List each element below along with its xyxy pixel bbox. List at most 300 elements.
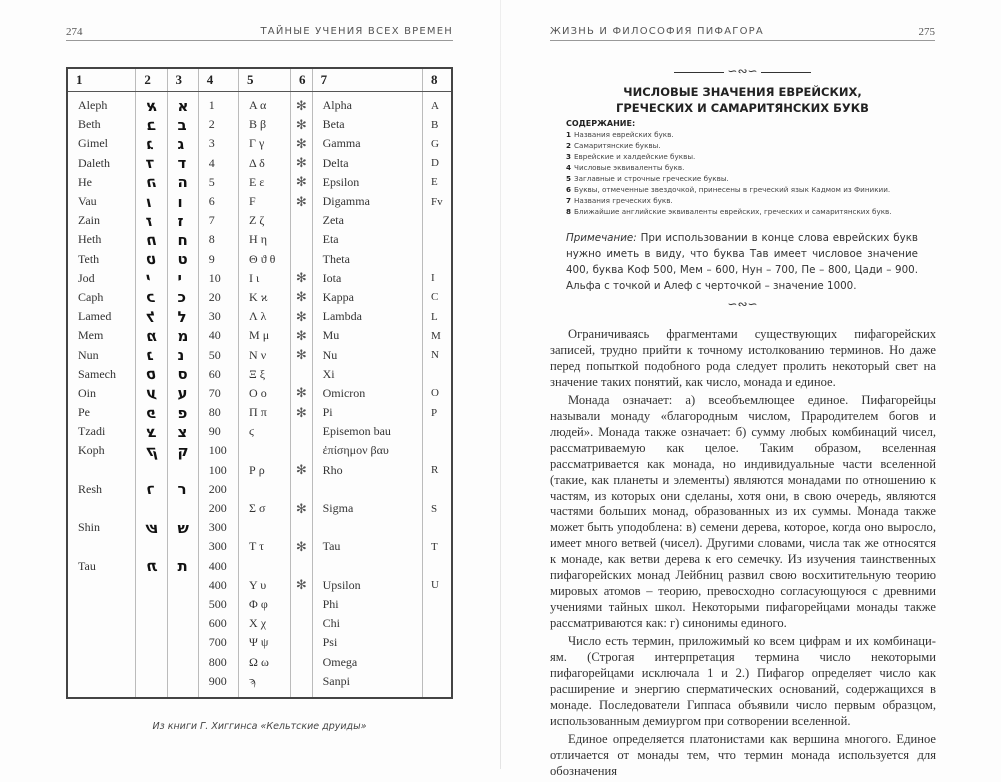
cell-greek-name xyxy=(312,326,422,345)
cell-hebrew xyxy=(167,134,198,153)
column-header-4: 4 xyxy=(198,68,238,92)
cell-greek-name xyxy=(312,633,422,652)
cell-greek xyxy=(239,441,291,460)
cell-text: 5 xyxy=(208,174,215,189)
cell-name xyxy=(67,518,136,537)
cell-text: מ xyxy=(177,326,189,345)
cell-text: 4 xyxy=(208,155,215,170)
cell-name xyxy=(67,326,136,345)
cell-star xyxy=(291,672,313,698)
cell-number xyxy=(198,595,238,614)
contents-text: Еврейские и халдейские буквы. xyxy=(574,152,696,161)
cell-text: G xyxy=(431,137,439,150)
cell-hebrew xyxy=(167,480,198,499)
table-row xyxy=(67,211,452,230)
table-row xyxy=(67,154,452,173)
cell-name xyxy=(67,633,136,652)
contents-text: Названия еврейских букв. xyxy=(574,130,674,139)
cell-greek-name xyxy=(312,557,422,576)
cell-text: ס xyxy=(177,365,188,384)
cell-hebrew xyxy=(167,614,198,633)
running-title-right: ЖИЗНЬ И ФИЛОСОФИЯ ПИФАГОРА xyxy=(550,26,764,37)
table-row xyxy=(67,326,452,345)
cell-english xyxy=(423,173,452,192)
cell-text: Mem xyxy=(78,328,104,343)
cell-name xyxy=(67,672,136,698)
ornament-top xyxy=(550,64,935,79)
cell-text: Gamma xyxy=(322,136,361,151)
cell-text: Delta xyxy=(322,155,349,170)
cell-english xyxy=(423,403,452,422)
cell-text: Ε ε xyxy=(249,174,265,189)
cell-text: ט xyxy=(177,250,188,269)
cell-star xyxy=(291,173,313,192)
cell-greek-name xyxy=(312,269,422,288)
cell-text: Digamma xyxy=(322,194,370,209)
cell-star xyxy=(291,211,313,230)
cell-greek-name xyxy=(312,345,422,364)
cell-text: Vau xyxy=(78,194,97,209)
cell-text: 40 xyxy=(208,328,221,343)
samaritan-glyph: צ xyxy=(144,422,159,441)
cell-text: Xi xyxy=(322,366,335,381)
cell-name xyxy=(67,441,136,460)
title-line-2: ГРЕЧЕСКИХ И САМАРИТЯНСКИХ БУКВ xyxy=(616,101,869,115)
cell-name xyxy=(67,422,136,441)
cell-greek-name xyxy=(312,288,422,307)
cell-text: Ρ ρ xyxy=(249,462,265,477)
cell-hebrew xyxy=(167,518,198,537)
cell-text: 90 xyxy=(208,424,221,439)
samaritan-glyph: ד xyxy=(144,154,158,173)
cell-samaritan xyxy=(136,499,167,518)
samaritan-glyph: כ xyxy=(144,288,157,307)
cell-samaritan xyxy=(136,422,167,441)
cell-text: O xyxy=(431,387,439,400)
paragraph: Монада означает: а) всеобъемлющее единое. Пифагорейцы называли монаду «благородным числом, Прародителем богов и людей». Монада также означает: б) сумму любых комбинаций чисел, рассматриваемую как целое. Таким образом, вселенная рассматривается как монада, но индивидуальные части вселенной (такие, как планеты и элементы) являются монадами по отношению к частям, из которых они сделаны, хотя они, в свою очередь, являются частями больших монад, образованных из их суммы. Монада также может быть уподоблена: в) семени дерева, которое, когда оно выросло, имеет много ветвей (чисел). Другими словами, числа так же относятся к монаде, как ветви дерева к его семечку. Из изучения таинственных пифагорейских монад Лейбниц развил свою восхитительную теорию мировых атомов – теорию, превосходно согласующуюся с древними учениями тайных школ. Некоторыми пифагорейцами монады также рассматриваются как: г) синонимы единого. xyxy=(550,392,936,631)
body-text xyxy=(550,327,936,782)
cell-hebrew xyxy=(167,672,198,698)
cell-star xyxy=(291,652,313,671)
samaritan-glyph: ע xyxy=(144,384,159,403)
cell-samaritan xyxy=(136,269,167,288)
cell-samaritan xyxy=(136,230,167,249)
cell-star xyxy=(291,499,313,518)
contents-heading: СОДЕРЖАНИЕ: xyxy=(566,119,636,128)
cell-text: Α α xyxy=(249,98,267,113)
cell-text: ת xyxy=(177,557,188,576)
cell-english xyxy=(423,250,452,269)
cell-english xyxy=(423,384,452,403)
contents-number: 7 xyxy=(566,196,572,205)
cell-hebrew xyxy=(167,537,198,556)
table-row xyxy=(67,518,452,537)
note xyxy=(566,230,918,294)
cell-text: Kappa xyxy=(322,289,354,304)
cell-english xyxy=(423,192,452,211)
letters-table xyxy=(66,67,453,699)
cell-text: Tzadi xyxy=(78,424,106,439)
cell-samaritan xyxy=(136,115,167,134)
page-number-left: 274 xyxy=(66,26,83,38)
right-running-head xyxy=(550,24,935,41)
contents-item xyxy=(566,129,892,140)
samaritan-glyph: ג xyxy=(144,134,156,153)
cell-text: Resh xyxy=(78,481,102,496)
table-row xyxy=(67,288,452,307)
cell-greek xyxy=(239,576,291,595)
table-caption: Из книги Г. Хиггинса «Кельтские друиды» xyxy=(152,721,367,732)
samaritan-glyph: ק xyxy=(144,441,160,460)
cell-greek-name xyxy=(312,422,422,441)
cell-greek xyxy=(239,288,291,307)
cell-greek xyxy=(239,595,291,614)
cell-text: Pi xyxy=(322,405,333,420)
cell-name xyxy=(67,173,136,192)
cell-english xyxy=(423,115,452,134)
cell-greek xyxy=(239,422,291,441)
cell-hebrew xyxy=(167,403,198,422)
cell-text: 60 xyxy=(208,366,221,381)
cell-name xyxy=(67,307,136,326)
cell-star xyxy=(291,595,313,614)
cell-samaritan xyxy=(136,307,167,326)
cell-greek-name xyxy=(312,652,422,671)
cell-text: צ xyxy=(177,422,188,441)
cell-text: כ xyxy=(177,288,187,307)
cell-greek-name xyxy=(312,403,422,422)
cell-text: C xyxy=(431,291,439,304)
cell-hebrew xyxy=(167,192,198,211)
samaritan-glyph: ר xyxy=(144,480,158,499)
cell-name xyxy=(67,269,136,288)
cell-text: Mu xyxy=(322,328,340,343)
cell-text: ϛ xyxy=(249,424,255,439)
cell-text: 3 xyxy=(208,136,215,151)
table-row xyxy=(67,250,452,269)
cell-samaritan xyxy=(136,672,167,698)
contents-number: 4 xyxy=(566,163,572,172)
cell-greek xyxy=(239,211,291,230)
contents-number: 2 xyxy=(566,141,572,150)
cell-samaritan xyxy=(136,384,167,403)
cell-text: 1 xyxy=(208,98,215,113)
cell-name xyxy=(67,480,136,499)
cell-greek xyxy=(239,269,291,288)
cell-greek-name xyxy=(312,250,422,269)
section-title xyxy=(550,84,935,116)
cell-number xyxy=(198,384,238,403)
column-header-1: 1 xyxy=(67,68,136,92)
cell-text: Τ τ xyxy=(249,539,264,554)
cell-greek-name xyxy=(312,307,422,326)
cell-text: 400 xyxy=(208,558,227,573)
cell-greek-name xyxy=(312,499,422,518)
cell-text: Μ μ xyxy=(249,328,270,343)
cell-number xyxy=(198,92,238,116)
cell-english xyxy=(423,345,452,364)
cell-text: Alpha xyxy=(322,98,352,113)
star-icon: ✻ xyxy=(295,577,307,593)
cell-hebrew xyxy=(167,250,198,269)
table-row xyxy=(67,480,452,499)
cell-text: Sanpi xyxy=(322,673,350,688)
cell-greek xyxy=(239,230,291,249)
cell-greek xyxy=(239,557,291,576)
cell-number xyxy=(198,154,238,173)
cell-samaritan xyxy=(136,518,167,537)
cell-english xyxy=(423,92,452,116)
cell-star xyxy=(291,134,313,153)
cell-text: 50 xyxy=(208,347,221,362)
cell-text: Chi xyxy=(322,616,340,631)
cell-greek xyxy=(239,499,291,518)
cell-english xyxy=(423,557,452,576)
cell-greek xyxy=(239,537,291,556)
table-row xyxy=(67,672,452,698)
star-icon: ✻ xyxy=(295,327,307,343)
cell-number xyxy=(198,499,238,518)
cell-english xyxy=(423,307,452,326)
table-row xyxy=(67,230,452,249)
cell-text: N xyxy=(431,349,439,362)
cell-text: 100 xyxy=(208,443,227,458)
cell-text: ש xyxy=(177,518,189,537)
cell-text: Lamed xyxy=(78,309,112,324)
cell-number xyxy=(198,422,238,441)
cell-greek xyxy=(239,307,291,326)
paragraph: Единое определяется платонистами как вершина многого. Единое отличается от монады тем, что термин монада используется для обозначения xyxy=(550,731,936,778)
cell-number xyxy=(198,192,238,211)
cell-text: ג xyxy=(177,134,185,153)
cell-english xyxy=(423,595,452,614)
table-row xyxy=(67,134,452,153)
cell-hebrew xyxy=(167,115,198,134)
samaritan-glyph: ה xyxy=(144,173,159,192)
cell-samaritan xyxy=(136,250,167,269)
cell-text: נ xyxy=(177,346,185,365)
cell-text: Daleth xyxy=(78,155,110,170)
cell-star xyxy=(291,633,313,652)
cell-hebrew xyxy=(167,92,198,116)
book-spine xyxy=(500,0,501,769)
cell-greek xyxy=(239,154,291,173)
cell-english xyxy=(423,326,452,345)
star-icon: ✻ xyxy=(295,116,307,132)
cell-samaritan xyxy=(136,557,167,576)
cell-text: Κ ϰ xyxy=(249,289,268,304)
table-row xyxy=(67,345,452,364)
cell-text: A xyxy=(431,99,439,112)
cell-english xyxy=(423,537,452,556)
cell-text: ד xyxy=(177,154,187,173)
cell-text: Λ λ xyxy=(249,309,267,324)
cell-text: D xyxy=(431,157,439,170)
cell-text: 600 xyxy=(208,616,227,631)
cell-samaritan xyxy=(136,480,167,499)
cell-text: Omega xyxy=(322,654,358,669)
cell-star xyxy=(291,537,313,556)
cell-greek xyxy=(239,480,291,499)
contents-item xyxy=(566,184,892,195)
cell-star xyxy=(291,422,313,441)
cell-number xyxy=(198,307,238,326)
cell-star xyxy=(291,614,313,633)
cell-star xyxy=(291,403,313,422)
table-row xyxy=(67,441,452,460)
cell-number xyxy=(198,557,238,576)
cell-samaritan xyxy=(136,633,167,652)
cell-english xyxy=(423,230,452,249)
cell-number xyxy=(198,269,238,288)
cell-greek-name xyxy=(312,480,422,499)
cell-text: ז xyxy=(177,211,184,230)
cell-name xyxy=(67,115,136,134)
cell-text: Eta xyxy=(322,232,339,247)
cell-greek-name xyxy=(312,154,422,173)
cell-hebrew xyxy=(167,230,198,249)
cell-text: Ν ν xyxy=(249,347,267,362)
cell-star xyxy=(291,365,313,384)
cell-text: Β β xyxy=(249,117,267,132)
cell-text: Beta xyxy=(322,117,345,132)
cell-samaritan xyxy=(136,652,167,671)
star-icon: ✻ xyxy=(295,500,307,516)
cell-english xyxy=(423,441,452,460)
cell-text: Φ φ xyxy=(249,596,268,611)
cell-samaritan xyxy=(136,326,167,345)
cell-text: ו xyxy=(177,192,183,211)
samaritan-glyph: ב xyxy=(144,115,158,134)
cell-number xyxy=(198,288,238,307)
cell-text: Ι ι xyxy=(249,270,260,285)
column-header-7: 7 xyxy=(312,68,422,92)
cell-text: Theta xyxy=(322,251,350,266)
star-icon: ✻ xyxy=(295,174,307,190)
contents-number: 5 xyxy=(566,174,572,183)
cell-text: Γ γ xyxy=(249,136,265,151)
cell-number xyxy=(198,211,238,230)
cell-text: M xyxy=(431,329,441,342)
cell-name xyxy=(67,92,136,116)
contents-text: Ближайшие английские эквиваленты еврейских, греческих и самаритянских букв. xyxy=(574,207,892,216)
cell-samaritan xyxy=(136,403,167,422)
cell-text: Caph xyxy=(78,289,104,304)
cell-text: ל xyxy=(177,307,187,326)
table-row xyxy=(67,595,452,614)
paragraph: Число есть термин, приложимый ко всем цифрам и их комбинациям. (Строгая интерпретация термина число некоторыми пифагорейцами исключала 1 и 2.) Пифагор определяет число как расширение и энергию сперматических оснований, содержащихся в монаде. Последователи Гиппаса объявили число первым образцом, использованным демиургом при сотворении вселенной. xyxy=(550,634,936,728)
table-row xyxy=(67,537,452,556)
cell-english xyxy=(423,134,452,153)
cell-name xyxy=(67,288,136,307)
cell-star xyxy=(291,154,313,173)
table-row xyxy=(67,384,452,403)
cell-text: Teth xyxy=(78,251,100,266)
cell-hebrew xyxy=(167,345,198,364)
cell-number xyxy=(198,537,238,556)
cell-text: S xyxy=(431,502,438,515)
cell-english xyxy=(423,633,452,652)
cell-english xyxy=(423,576,452,595)
cell-english xyxy=(423,365,452,384)
cell-text: Ω ω xyxy=(249,654,269,669)
cell-samaritan xyxy=(136,154,167,173)
cell-text: Beth xyxy=(78,117,101,132)
cell-hebrew xyxy=(167,173,198,192)
samaritan-glyph: ט xyxy=(144,250,159,269)
cell-star xyxy=(291,115,313,134)
cell-english xyxy=(423,288,452,307)
star-icon: ✻ xyxy=(295,404,307,420)
cell-star xyxy=(291,230,313,249)
cell-name xyxy=(67,614,136,633)
table-row xyxy=(67,173,452,192)
ornament-glyph: ∽∾∽ xyxy=(727,64,758,78)
left-running-head xyxy=(66,24,453,41)
cell-star xyxy=(291,345,313,364)
ornament-glyph: ∽∾∽ xyxy=(727,297,758,311)
table-row xyxy=(67,307,452,326)
cell-star xyxy=(291,384,313,403)
cell-number xyxy=(198,633,238,652)
cell-text: Sigma xyxy=(322,501,354,516)
cell-greek-name xyxy=(312,595,422,614)
cell-text: He xyxy=(78,174,92,189)
cell-greek xyxy=(239,384,291,403)
cell-text: 400 xyxy=(208,577,227,592)
cell-english xyxy=(423,614,452,633)
cell-hebrew xyxy=(167,499,198,518)
cell-number xyxy=(198,134,238,153)
cell-greek-name xyxy=(312,576,422,595)
cell-hebrew xyxy=(167,384,198,403)
cell-greek xyxy=(239,345,291,364)
cell-samaritan xyxy=(136,441,167,460)
cell-number xyxy=(198,480,238,499)
cell-name xyxy=(67,134,136,153)
cell-name xyxy=(67,192,136,211)
cell-name xyxy=(67,211,136,230)
cell-greek-name xyxy=(312,614,422,633)
cell-greek-name xyxy=(312,173,422,192)
cell-number xyxy=(198,115,238,134)
contents-number: 3 xyxy=(566,152,572,161)
cell-text: U xyxy=(431,579,439,592)
cell-english xyxy=(423,154,452,173)
cell-star xyxy=(291,557,313,576)
cell-text: Shin xyxy=(78,520,101,535)
cell-text: 8 xyxy=(208,232,215,247)
cell-text: ἐπίσημον βαυ xyxy=(322,443,389,458)
cell-samaritan xyxy=(136,134,167,153)
cell-name xyxy=(67,365,136,384)
cell-star xyxy=(291,441,313,460)
cell-text: B xyxy=(431,118,439,131)
cell-english xyxy=(423,461,452,480)
table-row xyxy=(67,499,452,518)
cell-number xyxy=(198,461,238,480)
cell-text: 300 xyxy=(208,520,227,535)
cell-name xyxy=(67,384,136,403)
cell-text: Koph xyxy=(78,443,105,458)
cell-number xyxy=(198,518,238,537)
cell-text: Jod xyxy=(78,270,95,285)
samaritan-glyph: ת xyxy=(144,557,159,576)
cell-hebrew xyxy=(167,461,198,480)
contents-number: 6 xyxy=(566,185,572,194)
cell-hebrew xyxy=(167,633,198,652)
cell-text: 200 xyxy=(208,481,227,496)
